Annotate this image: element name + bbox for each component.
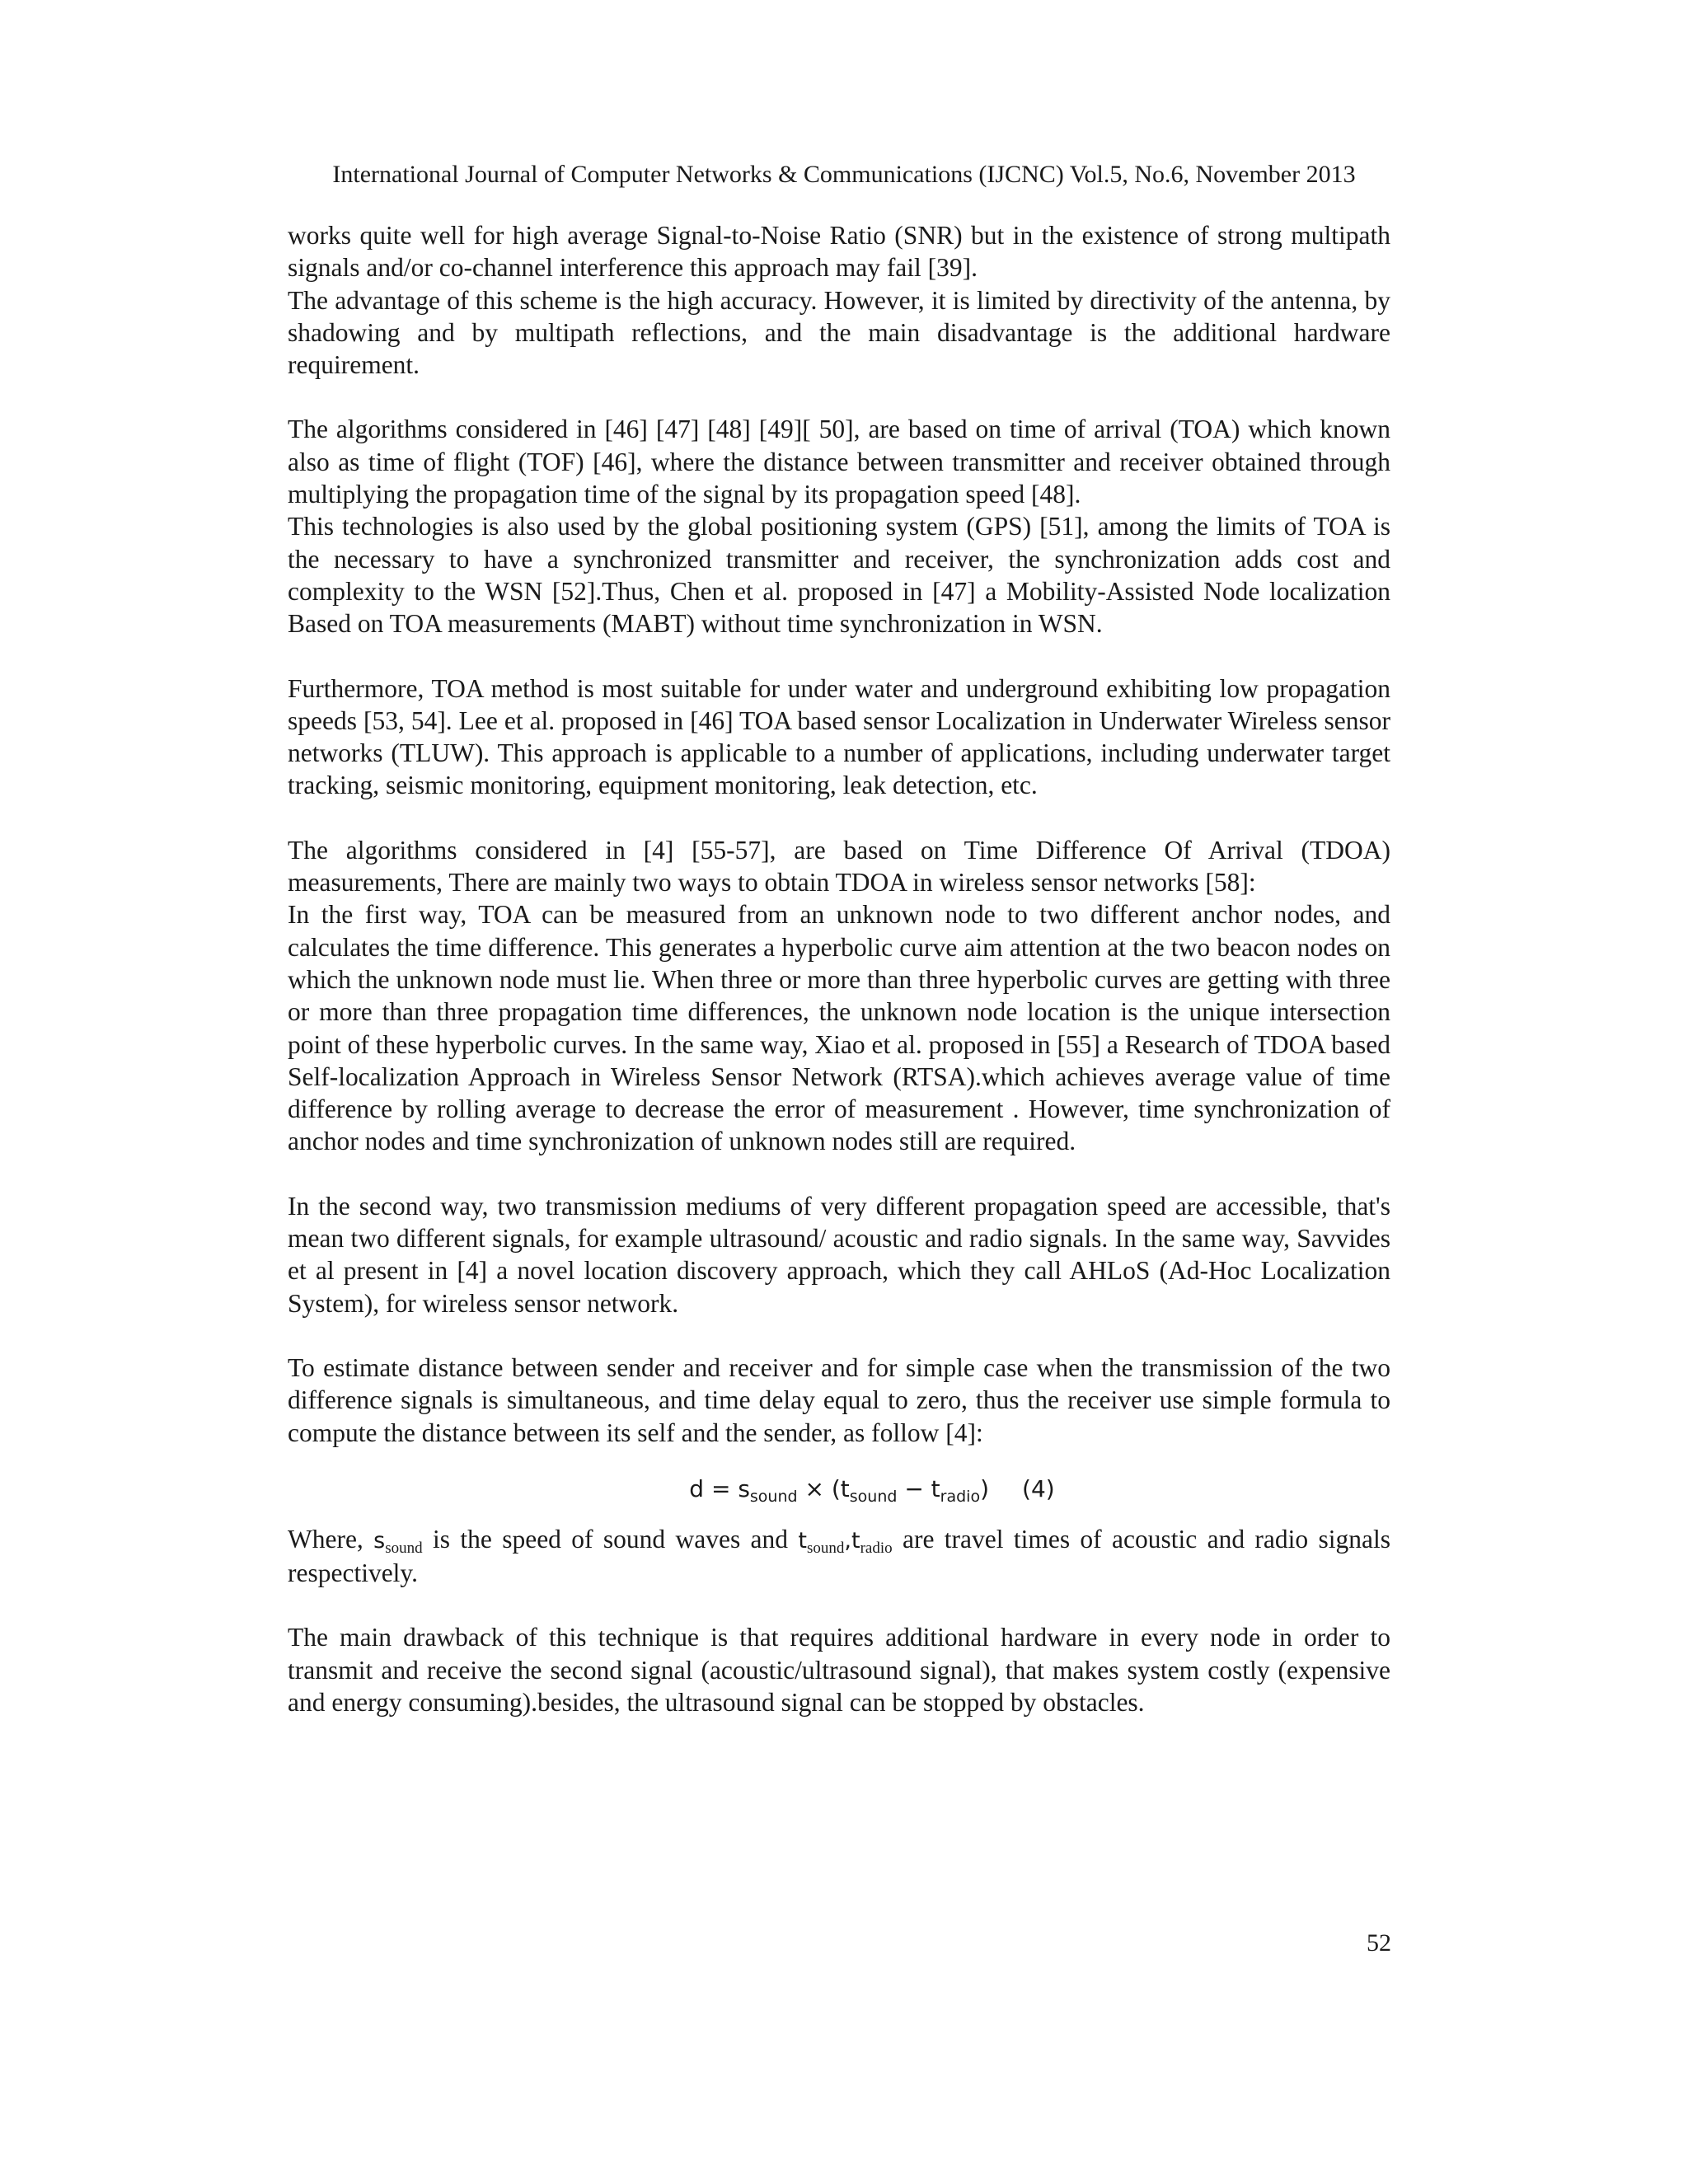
page-number: 52 [1367, 1929, 1391, 1957]
equation-sub-sound: sound [749, 1487, 798, 1506]
equation-4 [288, 1470, 1390, 1508]
var-t-sound: t [798, 1527, 807, 1554]
equation-times: × (t [797, 1474, 850, 1502]
paragraph-advantage: The advantage of this scheme is the high accuracy. However, it is limited by directivity of the antenna, by shadowing and by multipath reflections, and the main disadvantage is the additional hardware requirement. [288, 285, 1390, 380]
paragraph-where [288, 1523, 1390, 1590]
paragraph-underwater: Furthermore, TOA method is most suitable for under water and underground exhibiting low propagation speeds [53, 54]. Lee et al. proposed in [46] TOA based sensor Localization in Underwater Wireless sensor networks (TLUW). This approach is applicable to a number of applications, including underwater target tracking, seismic monitoring, equipment monitoring, leak detection, etc. [288, 673, 1390, 800]
body-text [288, 219, 1390, 1718]
running-header: International Journal of Computer Networks & Communications (IJCNC) Vol.5, No.6, November 2013 [332, 161, 1356, 188]
paragraph-gap [288, 381, 1390, 413]
equation-close: ) [980, 1474, 990, 1502]
paragraph-first-way: In the first way, TOA can be measured from an unknown node to two different anchor nodes, and calculates the time difference. This generates a hyperbolic curve aim attention at the two beacon nodes on which the unknown node must lie. When three or more than three hyperbolic curves are getting with three or more than three propagation time differences, the unknown node location is the unique intersection point of these hyperbolic curves. In the same way, Xiao et al. proposed in [55] a Research of TDOA based Self-localization Approach in Wireless Sensor Network (RTSA).which achieves average value of time difference by rolling average to decrease the error of measurement . However, time synchronization of anchor nodes and time synchronization of unknown nodes still are required. [288, 900, 1390, 1156]
where-tail: are travel times of acoustic and radio signals respectively. [288, 1524, 1390, 1588]
where-lead: Where, [288, 1524, 374, 1554]
paragraph-estimate-distance: To estimate distance between sender and receiver and for simple case when the transmission of the two difference signals is simultaneous, and time delay equal to zero, thus the receiver use simple formula to compute the distance between its self and the sender, as follow [4]: [288, 1352, 1390, 1447]
equation-lhs: d = s [689, 1474, 750, 1502]
paragraph-gap [288, 802, 1390, 834]
equation-sub-radio: radio [940, 1487, 981, 1506]
var-comma: , [844, 1527, 851, 1554]
paragraph-gap [288, 640, 1390, 673]
paragraph-toa: The algorithms considered in [46] [47] [48] [49][ 50], are based on time of arrival (TOA) which known also as time of flight (TOF) [46], where the distance between transmitter and receiver obtained through multiplying the propagation time of the signal by its propagation speed [48]. [288, 415, 1390, 509]
var-s: s [373, 1527, 386, 1554]
paragraph-snr: works quite well for high average Signal-to-Noise Ratio (SNR) but in the existence of strong multipath signals and/or co-channel interference this approach may fail [39]. [288, 221, 1390, 283]
paragraph-drawback: The main drawback of this technique is that requires additional hardware in every node in order to transmit and receive the second signal (acoustic/ultrasound signal), that makes system costly (expensive and energy consuming).besides, the ultrasound signal can be stopped by obstacles. [288, 1623, 1390, 1717]
var-t-sound-sub: sound [806, 1539, 845, 1557]
var-t-radio: t [851, 1527, 860, 1554]
paragraph-gps: This technologies is also used by the global positioning system (GPS) [51], among the limits of TOA is the necessary to have a synchronized transmitter and receiver, the synchronization adds cost and complexity to the WSN [52].Thus, Chen et al. proposed in [47] a Mobility-Assisted Node localization Based on TOA measurements (MABT) without time synchronization in WSN. [288, 512, 1390, 639]
paragraph-second-way: In the second way, two transmission mediums of very different propagation speed are accessible, that's mean two different signals, for example ultrasound/ acoustic and radio signals. In the same way, Savvides et al present in [4] a novel location discovery approach, which they call AHLoS (Ad-Hoc Localization System), for wireless sensor network. [288, 1191, 1390, 1318]
paragraph-tdoa: The algorithms considered in [4] [55-57], are based on Time Difference Of Arrival (TDOA) measurements, There are mainly two ways to obtain TDOA in wireless sensor networks [58]: [288, 835, 1390, 898]
equation-number: (4) [1022, 1474, 1055, 1502]
var-s-sub: sound [385, 1539, 423, 1557]
equation-minus: − t [897, 1474, 940, 1502]
paragraph-gap [288, 1158, 1390, 1190]
var-t-radio-sub: radio [860, 1539, 893, 1557]
paragraph-gap [288, 1319, 1390, 1352]
paragraph-gap [288, 1589, 1390, 1621]
where-mid: is the speed of sound waves and [422, 1524, 799, 1554]
equation-sub-sound: sound [849, 1487, 898, 1506]
